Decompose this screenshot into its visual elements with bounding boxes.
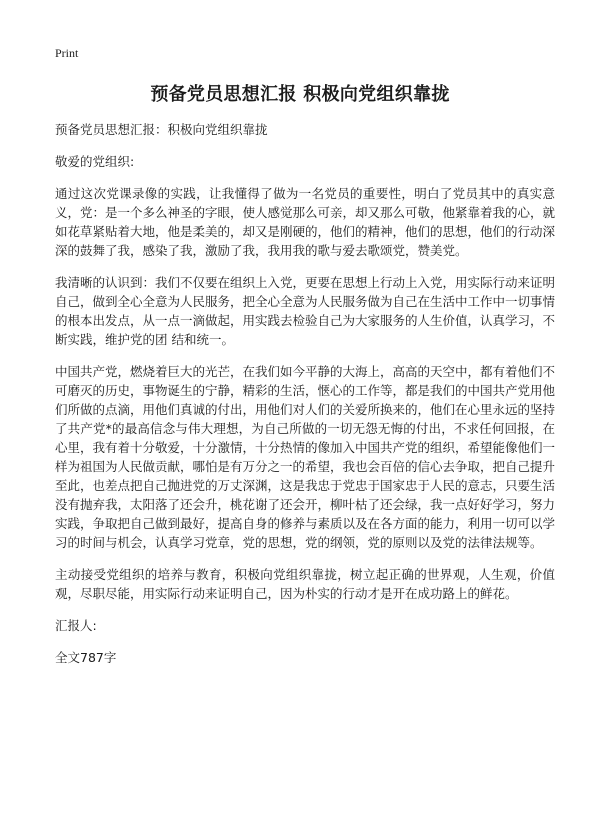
print-link[interactable]: Print [55,46,79,60]
signature-line: 汇报人: [55,618,97,633]
paragraph-3: 中国共产党，燃烧着巨大的光芒，在我们如今平静的大海上，高高的天空中，都有着他们不可磨灭的历史，事物诞生的宁静，精彩的生活，惬心的工作等，都是我们的中国共产党用他们所做的点滴，用他们真诚的付出，用他们对人们的关爱所换来的，他们在心里永远的坚持了共产党*的最高信念与伟大理想，为自己所做的一切无怨无悔的付出，不求任何回报，在心里，我有着十分敬爱，十分激情，十分热情的像加入中国共产党的组织，希望能像他们一样为祖国为人民做贡献，哪怕是有万分之一的希望，我也会百倍的信心去争取，把自己提升至此，也差点把自己抛进党的万丈深渊，这是我忠于党忠于国家忠于人民的意志，只要生活没有抛弃我，太阳落了还会升，桃花谢了还会开，柳叶枯了还会绿，我一点好好学习，努力实践，争取把自己做到最好，提高自身的修养与素质以及在各方面的能力，利用一切可以学习的时间与机会，认真学习党章，党的思想，党的纲领，党的原则以及党的法律法规等。 [55,364,556,550]
salutation: 敬爱的党组织: [55,154,135,169]
paragraph-1: 通过这次党课录像的实践，让我懂得了做为一名党员的重要性，明白了党员其中的真实意义，党：是一个多么神圣的字眼，使人感觉那么可亲，却又那么可敬，他紧靠着我的心，就如花草紧贴着大地，他是柔美的，却又是刚硬的，他们的精神，他们的思想，他们的行动深深的鼓舞了我，感染了我，激励了我，我用我的歌与爱去歌颂党，赞美党。 [55,186,556,258]
document-subtitle: 预备党员思想汇报：积极向党组织靠拢 [55,122,268,137]
paragraph-2: 我清晰的认识到：我们不仅要在组织上入党，更要在思想上行动上入党，用实际行动来证明自己，做到全心全意为人民服务，把全心全意为人民服务做为自己在生活中工作中一切事情的根本出发点，从一点一滴做起，用实践去检验自己为大家服务的人生价值，认真学习，不断实践，维护党的团 结和统一。 [55,275,556,347]
document-title: 预备党员思想汇报 积极向党组织靠拢 [150,84,450,105]
document-body [55,120,555,680]
word-count: 全文787字 [55,650,117,665]
paragraph-4: 主动接受党组织的培养与教育，积极向党组织靠拢，树立起正确的世界观，人生观，价值观，尽职尽能，用实际行动来证明自己，因为朴实的行动才是开在成功路上的鲜花。 [55,567,555,601]
